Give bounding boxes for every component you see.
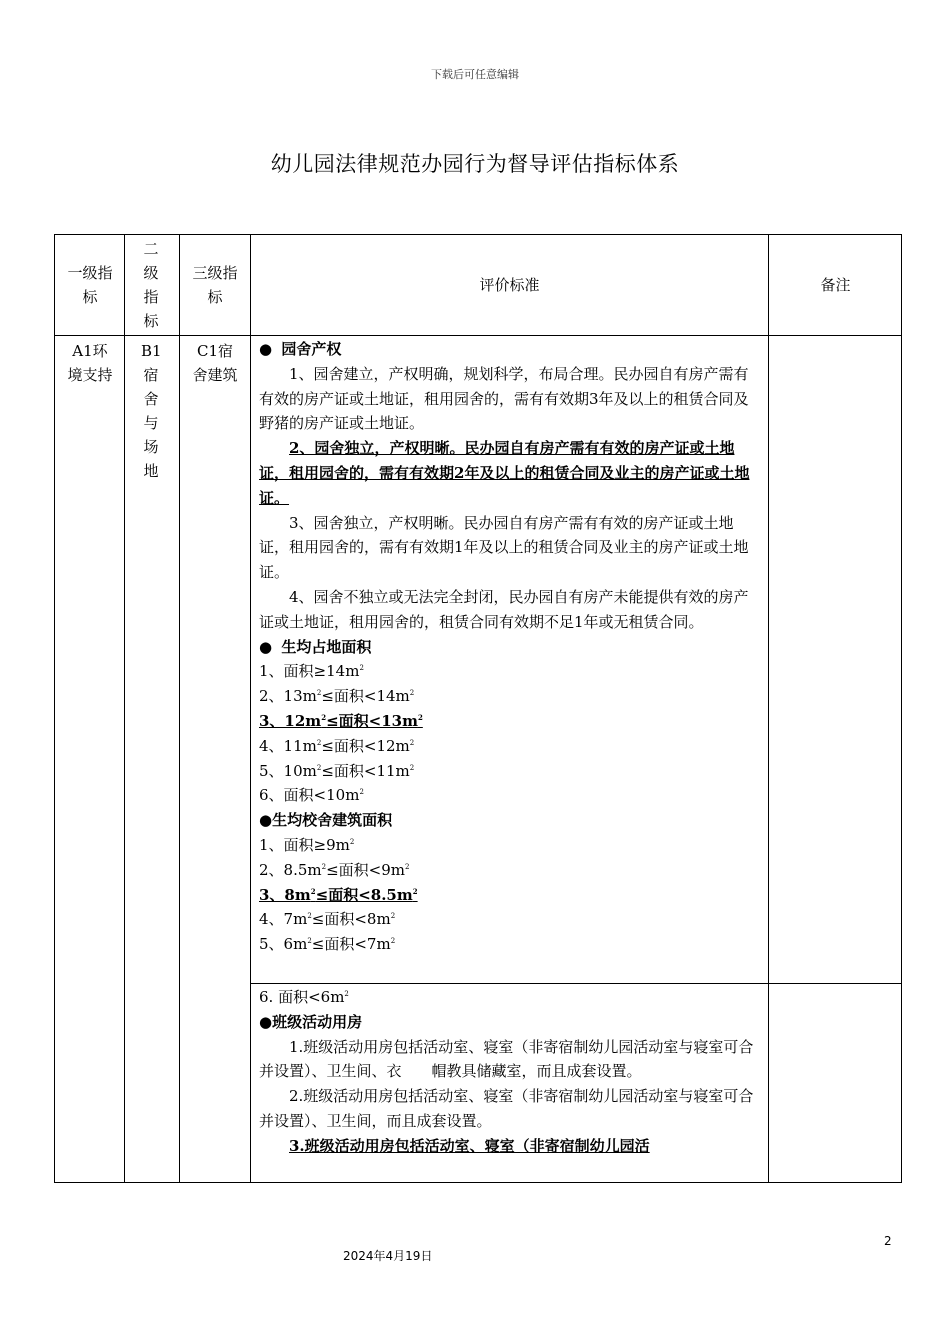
area-item: 6. 面积$<6m^2$ <box>259 988 349 1006</box>
header-level3: 三级指标 <box>192 264 238 306</box>
area-item-selected: 3、$8m^2\le$面积$<8.5m^2$ <box>259 885 418 904</box>
header-criteria: 评价标准 <box>479 276 540 294</box>
row-divider <box>250 983 901 984</box>
area-item: 1、面积$\ge 9m^2$ <box>259 835 355 854</box>
area-item: 2、$8.5m^2\le$面积$<9m^2$ <box>259 860 410 879</box>
criteria-item-selected: 3.班级活动用房包括活动室、寝室（非寄宿制幼儿园活 <box>289 1136 650 1155</box>
column-divider <box>250 235 251 1182</box>
section-heading-ownership: ● 园舍产权 <box>259 340 342 358</box>
bullet-icon: ● <box>259 340 273 358</box>
criteria-item-selected: 2、园舍独立，产权明晰。民办园自有房产需有有效的房产证或土地证，租用园舍的，需有有效期2年及以上的租赁合同及业主的房产证或土地证。 <box>259 439 750 507</box>
bullet-icon: ● <box>259 637 273 656</box>
column-divider <box>124 235 125 1182</box>
section-heading-class-rooms: ●班级活动用房 <box>259 1012 363 1031</box>
area-item: 6、面积$<10m^2$ <box>259 786 364 805</box>
header-level2: 二级指标 <box>143 240 159 330</box>
bullet-icon: ● <box>259 811 273 830</box>
section-heading-building-area: ●生均校舍建筑面积 <box>259 811 393 830</box>
column-divider <box>768 235 769 1182</box>
criteria-item: 1、园舍建立，产权明确，规划科学，布局合理。民办园自有房产需有有效的房产证或土地证，租用园舍的，需有有效期3年及以上的租赁合同及野猪的房产证或土地证。 <box>259 364 749 433</box>
bullet-icon: ● <box>259 1012 273 1031</box>
area-item: 1、面积$\ge 14m^2$ <box>259 662 364 681</box>
area-item: 4、$11m^2\le$面积$<12m^2$ <box>259 736 415 755</box>
area-item: 4、$7m^2\le$面积$<8m^2$ <box>259 910 396 929</box>
row-divider <box>55 335 901 336</box>
area-item: 2、$13m^2\le$面积$<14m^2$ <box>259 687 415 706</box>
area-item: 5、$6m^2\le$面积$<7m^2$ <box>259 935 396 954</box>
indicator-c1: C1宿舍建筑 <box>192 342 238 384</box>
criteria-item: 1.班级活动用房包括活动室、寝室（非寄宿制幼儿园活动室与寝室可合并设置）、卫生间、衣 帽教具储藏室，而且成套设置。 <box>259 1037 754 1081</box>
indicator-b1: B1宿舍与场地 <box>141 342 162 480</box>
area-item: 5、$10m^2\le$面积$<11m^2$ <box>259 761 415 780</box>
header-remarks: 备注 <box>820 276 851 294</box>
criteria-block <box>259 985 763 1159</box>
criteria-item: 4、园舍不独立或无法完全封闭，民办园自有房产未能提供有效的房产证或土地证，租用园舍的，租赁合同有效期不足1年或无租赁合同。 <box>259 587 749 631</box>
indicator-a1: A1环境支持 <box>67 342 113 384</box>
criteria-item: 2.班级活动用房包括活动室、寝室（非寄宿制幼儿园活动室与寝室可合并设置）、卫生间，而且成套设置。 <box>259 1087 754 1130</box>
evaluation-table <box>54 234 902 1183</box>
criteria-block <box>259 337 763 957</box>
document-title: 幼儿园法律规范办园行为督导评估指标体系 <box>270 152 680 176</box>
criteria-item: 3、园舍独立，产权明晰。民办园自有房产需有有效的房产证或土地证，租用园舍的，需有有效期1年及以上的租赁合同及业主的房产证或土地证。 <box>259 513 749 582</box>
header-level1: 一级指标 <box>67 264 113 306</box>
footer-date: 2024年4月19日 <box>343 1249 433 1263</box>
header-note: 下载后可任意编辑 <box>431 68 519 81</box>
area-item-selected: 3、$12m^2\le$面积$<13m^2$ <box>259 711 423 730</box>
page-number: 2 <box>884 1234 892 1248</box>
column-divider <box>179 235 180 1182</box>
section-heading-land-area: ● 生均占地面积 <box>259 637 372 656</box>
